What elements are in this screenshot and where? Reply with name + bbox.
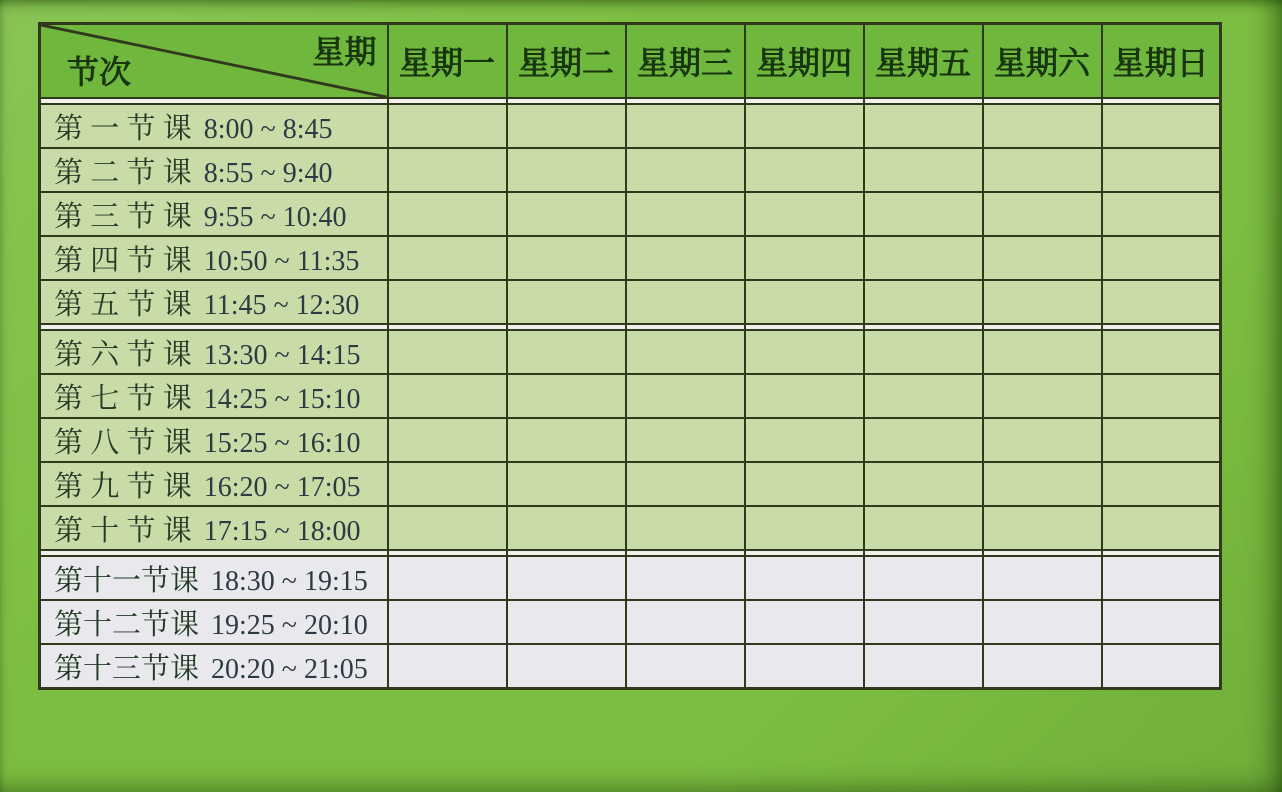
period-time: 17:15 ~ 18:00 (203, 515, 361, 547)
day-header-friday: 星期五 (864, 24, 983, 99)
schedule-cell-empty (388, 462, 507, 506)
schedule-cell-empty (983, 192, 1102, 236)
schedule-cell-empty (626, 600, 745, 644)
period-name: 第 六 节 课 (54, 338, 192, 371)
schedule-cell-empty (983, 462, 1102, 506)
period-row-11 (40, 556, 1221, 600)
schedule-cell-empty (745, 104, 864, 148)
period-label (40, 330, 388, 374)
period-time: 14:25 ~ 15:10 (203, 383, 361, 415)
schedule-cell-empty (864, 644, 983, 689)
schedule-cell-empty (745, 374, 864, 418)
schedule-cell-empty (1102, 374, 1221, 418)
period-name: 第 九 节 课 (54, 470, 192, 503)
schedule-cell-empty (983, 506, 1102, 550)
schedule-cell-empty (507, 330, 626, 374)
period-row-3 (40, 192, 1221, 236)
schedule-cell-empty (983, 330, 1102, 374)
period-name: 第 七 节 课 (54, 382, 192, 415)
corner-period-label: 节次 (67, 54, 132, 90)
schedule-cell-empty (626, 280, 745, 324)
schedule-cell-empty (626, 462, 745, 506)
schedule-cell-empty (864, 236, 983, 280)
schedule-cell-empty (745, 192, 864, 236)
period-name: 第 二 节 课 (54, 156, 192, 189)
schedule-cell-empty (1102, 104, 1221, 148)
period-row-5 (40, 280, 1221, 324)
schedule-cell-empty (745, 644, 864, 689)
schedule-cell-empty (983, 104, 1102, 148)
period-time: 13:30 ~ 14:15 (203, 339, 361, 371)
period-label (40, 148, 388, 192)
schedule-cell-empty (507, 280, 626, 324)
schedule-cell-empty (388, 148, 507, 192)
schedule-cell-empty (864, 192, 983, 236)
schedule-cell-empty (864, 280, 983, 324)
schedule-cell-empty (388, 104, 507, 148)
schedule-cell-empty (864, 506, 983, 550)
schedule-cell-empty (507, 104, 626, 148)
schedule-cell-empty (507, 556, 626, 600)
schedule-cell-empty (626, 374, 745, 418)
schedule-cell-empty (745, 462, 864, 506)
schedule-cell-empty (507, 418, 626, 462)
day-header-sunday: 星期日 (1102, 24, 1221, 99)
corner-cell (40, 24, 388, 99)
schedule-cell-empty (1102, 556, 1221, 600)
period-label (40, 556, 388, 600)
period-label (40, 104, 388, 148)
schedule-cell-empty (983, 418, 1102, 462)
corner-week-label: 星期 (312, 34, 377, 70)
schedule-cell-empty (388, 506, 507, 550)
period-name: 第 八 节 课 (54, 426, 192, 459)
schedule-cell-empty (1102, 600, 1221, 644)
schedule-cell-empty (626, 644, 745, 689)
period-time: 10:50 ~ 11:35 (203, 245, 360, 277)
period-time: 16:20 ~ 17:05 (203, 471, 361, 503)
schedule-cell-empty (626, 192, 745, 236)
period-row-8 (40, 418, 1221, 462)
period-time: 15:25 ~ 16:10 (203, 427, 361, 459)
schedule-cell-empty (507, 148, 626, 192)
period-time: 9:55 ~ 10:40 (203, 201, 347, 233)
schedule-cell-empty (1102, 462, 1221, 506)
schedule-cell-empty (1102, 330, 1221, 374)
period-label (40, 236, 388, 280)
schedule-cell-empty (745, 418, 864, 462)
period-label (40, 374, 388, 418)
schedule-cell-empty (1102, 644, 1221, 689)
schedule-cell-empty (388, 192, 507, 236)
schedule-cell-empty (745, 148, 864, 192)
schedule-cell-empty (1102, 506, 1221, 550)
schedule-cell-empty (626, 104, 745, 148)
day-header-tuesday: 星期二 (507, 24, 626, 99)
schedule-cell-empty (983, 148, 1102, 192)
schedule-cell-empty (388, 556, 507, 600)
period-name: 第十三节课 (54, 652, 200, 685)
schedule-cell-empty (864, 418, 983, 462)
schedule-cell-empty (626, 148, 745, 192)
period-row-9 (40, 462, 1221, 506)
schedule-cell-empty (983, 556, 1102, 600)
schedule-cell-empty (745, 556, 864, 600)
schedule-cell-empty (626, 418, 745, 462)
schedule-cell-empty (388, 236, 507, 280)
period-row-6 (40, 330, 1221, 374)
period-row-7 (40, 374, 1221, 418)
weekday-header-row (40, 24, 1221, 99)
period-time: 19:25 ~ 20:10 (211, 609, 368, 641)
day-header-saturday: 星期六 (983, 24, 1102, 99)
schedule-cell-empty (388, 330, 507, 374)
schedule-cell-empty (864, 374, 983, 418)
period-time: 11:45 ~ 12:30 (203, 289, 360, 321)
schedule-cell-empty (507, 236, 626, 280)
schedule-cell-empty (507, 644, 626, 689)
class-schedule-table (38, 22, 1222, 690)
period-time: 8:55 ~ 9:40 (203, 157, 333, 189)
schedule-cell-empty (983, 236, 1102, 280)
period-label (40, 192, 388, 236)
period-label (40, 462, 388, 506)
schedule-cell-empty (864, 556, 983, 600)
schedule-cell-empty (745, 280, 864, 324)
schedule-cell-empty (864, 600, 983, 644)
schedule-cell-empty (745, 236, 864, 280)
schedule-cell-empty (1102, 236, 1221, 280)
schedule-cell-empty (388, 280, 507, 324)
day-header-thursday: 星期四 (745, 24, 864, 99)
schedule-cell-empty (1102, 418, 1221, 462)
period-row-2 (40, 148, 1221, 192)
period-label (40, 600, 388, 644)
period-row-12 (40, 600, 1221, 644)
schedule-cell-empty (1102, 148, 1221, 192)
schedule-cell-empty (507, 192, 626, 236)
schedule-cell-empty (983, 644, 1102, 689)
schedule-cell-empty (983, 280, 1102, 324)
schedule-cell-empty (507, 374, 626, 418)
schedule-cell-empty (745, 330, 864, 374)
day-header-wednesday: 星期三 (626, 24, 745, 99)
period-time: 20:20 ~ 21:05 (211, 653, 368, 685)
period-time: 18:30 ~ 19:15 (211, 565, 368, 597)
period-row-10 (40, 506, 1221, 550)
period-label (40, 418, 388, 462)
period-label (40, 506, 388, 550)
period-time: 8:00 ~ 8:45 (203, 113, 333, 145)
period-row-13 (40, 644, 1221, 689)
schedule-cell-empty (388, 374, 507, 418)
schedule-cell-empty (507, 506, 626, 550)
period-label (40, 644, 388, 689)
schedule-cell-empty (745, 600, 864, 644)
schedule-cell-empty (388, 600, 507, 644)
schedule-cell-empty (507, 600, 626, 644)
period-row-1 (40, 104, 1221, 148)
schedule-cell-empty (1102, 280, 1221, 324)
schedule-cell-empty (626, 236, 745, 280)
schedule-cell-empty (388, 418, 507, 462)
schedule-cell-empty (745, 506, 864, 550)
period-name: 第十二节课 (54, 608, 200, 641)
period-row-4 (40, 236, 1221, 280)
schedule-cell-empty (626, 330, 745, 374)
period-name: 第 五 节 课 (54, 288, 192, 321)
period-name: 第 三 节 课 (54, 200, 192, 233)
schedule-cell-empty (864, 330, 983, 374)
schedule-cell-empty (388, 644, 507, 689)
period-name: 第 十 节 课 (54, 514, 192, 547)
period-name: 第 一 节 课 (54, 112, 192, 145)
schedule-cell-empty (983, 374, 1102, 418)
schedule-cell-empty (864, 148, 983, 192)
schedule-cell-empty (626, 506, 745, 550)
schedule-cell-empty (1102, 192, 1221, 236)
schedule-cell-empty (864, 462, 983, 506)
schedule-cell-empty (983, 600, 1102, 644)
period-label (40, 280, 388, 324)
schedule-cell-empty (864, 104, 983, 148)
period-name: 第十一节课 (54, 564, 200, 597)
period-name: 第 四 节 课 (54, 244, 192, 277)
schedule-cell-empty (507, 462, 626, 506)
day-header-monday: 星期一 (388, 24, 507, 99)
schedule-cell-empty (626, 556, 745, 600)
